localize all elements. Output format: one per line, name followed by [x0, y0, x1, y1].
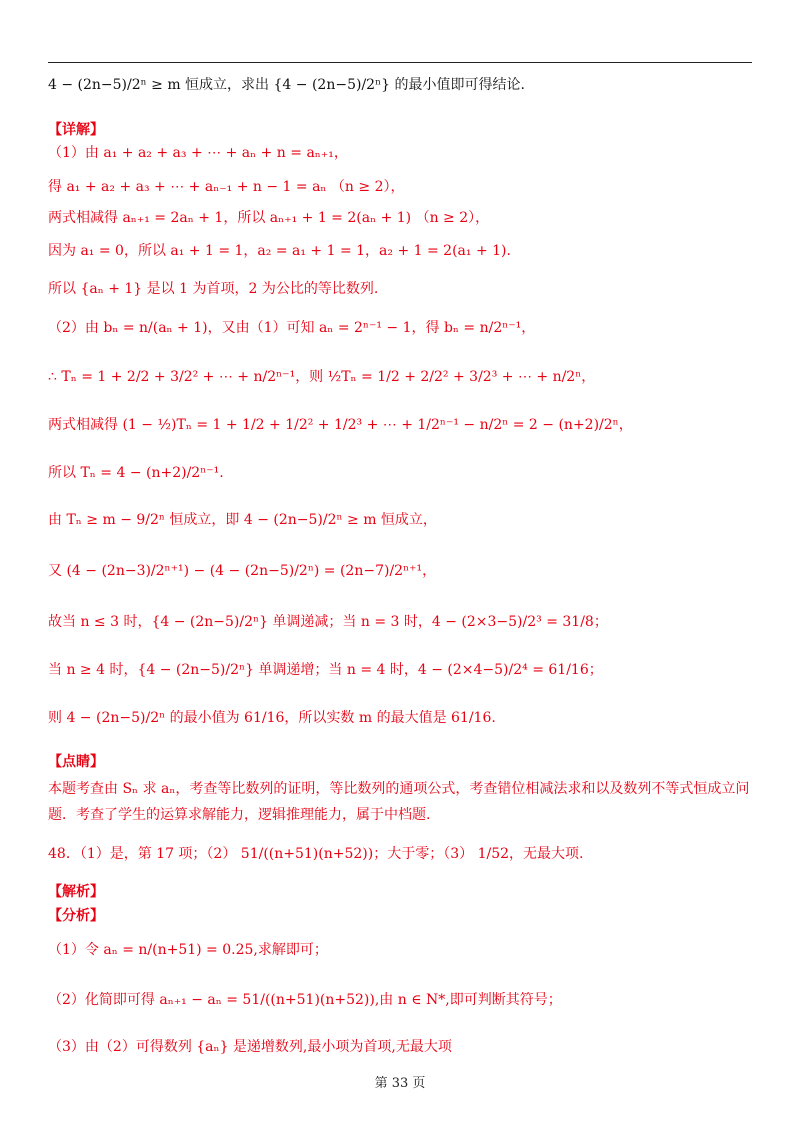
- text-line: （2）由 bₙ = n/(aₙ + 1)，又由（1）可知 aₙ = 2ⁿ⁻¹ − 1，得 bₙ = n/2ⁿ⁻¹，: [48, 320, 536, 336]
- text-line: 所以 Tₙ = 4 − (n+2)/2ⁿ⁻¹.: [48, 465, 224, 481]
- text-line: 【解析】: [48, 884, 104, 900]
- text-line: 得 a₁ + a₂ + a₃ + ⋯ + aₙ₋₁ + n − 1 = aₙ （n ≥ 2），: [48, 179, 405, 195]
- text-line: 4 − (2n−5)/2ⁿ ≥ m 恒成立，求出 {4 − (2n−5)/2ⁿ} 的最小值即可得结论.: [48, 77, 525, 93]
- page-footer: 第 33 页: [374, 1076, 426, 1091]
- text-line: 所以 {aₙ + 1} 是以 1 为首项，2 为公比的等比数列.: [48, 281, 379, 297]
- text-line: 又 (4 − (2n−3)/2ⁿ⁺¹) − (4 − (2n−5)/2ⁿ) = (2n−7)/2ⁿ⁺¹，: [48, 563, 437, 579]
- header-rule: [48, 62, 752, 63]
- text-line: 两式相减得 aₙ₊₁ = 2aₙ + 1，所以 aₙ₊₁ + 1 = 2(aₙ + 1) （n ≥ 2），: [48, 210, 490, 226]
- text-line: （1）由 a₁ + a₂ + a₃ + ⋯ + aₙ + n = aₙ₊₁，: [48, 145, 348, 161]
- text-line: 因为 a₁ = 0，所以 a₁ + 1 = 1，a₂ = a₁ + 1 = 1，a₂ + 1 = 2(a₁ + 1).: [48, 243, 511, 259]
- text-line: 两式相减得 (1 − ½)Tₙ = 1 + 1/2 + 1/2² + 1/2³ + ⋯ + 1/2ⁿ⁻¹ − n/2ⁿ = 2 − (n+2)/2ⁿ，: [48, 417, 633, 433]
- text-line: 故当 n ≤ 3 时，{4 − (2n−5)/2ⁿ} 单调递减；当 n = 3 时，4 − (2×3−5)/2³ = 31/8；: [48, 614, 608, 630]
- text-line: ∴ Tₙ = 1 + 2/2 + 3/2² + ⋯ + n/2ⁿ⁻¹，则 ½Tₙ = 1/2 + 2/2² + 3/2³ + ⋯ + n/2ⁿ，: [48, 369, 596, 385]
- text-line: （3）由（2）可得数列 {aₙ} 是递增数列,最小项为首项,无最大项: [48, 1039, 452, 1055]
- text-line: 则 4 − (2n−5)/2ⁿ 的最小值为 61/16，所以实数 m 的最大值是 61/16.: [48, 710, 496, 726]
- text-line: 当 n ≥ 4 时，{4 − (2n−5)/2ⁿ} 单调递增；当 n = 4 时，4 − (2×4−5)/2⁴ = 61/16；: [48, 662, 603, 678]
- text-line: 【详解】: [48, 122, 104, 138]
- text-line: 【分析】: [48, 908, 104, 924]
- text-line: 由 Tₙ ≥ m − 9/2ⁿ 恒成立，即 4 − (2n−5)/2ⁿ ≥ m 恒成立，: [48, 512, 437, 528]
- text-line: 题．考查了学生的运算求解能力，逻辑推理能力，属于中档题.: [48, 807, 431, 823]
- text-line: 【点睛】: [48, 754, 104, 770]
- text-line: 48．（1）是，第 17 项；（2） 51/((n+51)(n+52))；大于零；（3） 1/52，无最大项.: [48, 846, 584, 862]
- text-line: （2）化简即可得 aₙ₊₁ − aₙ = 51/((n+51)(n+52)),由 n ∈ N*,即可判断其符号；: [48, 992, 562, 1008]
- text-line: 本题考查由 Sₙ 求 aₙ，考查等比数列的证明，等比数列的通项公式，考查错位相减法求和以及数列不等式恒成立问: [48, 781, 750, 797]
- text-line: （1）令 aₙ = n/(n+51) = 0.25,求解即可；: [48, 942, 328, 958]
